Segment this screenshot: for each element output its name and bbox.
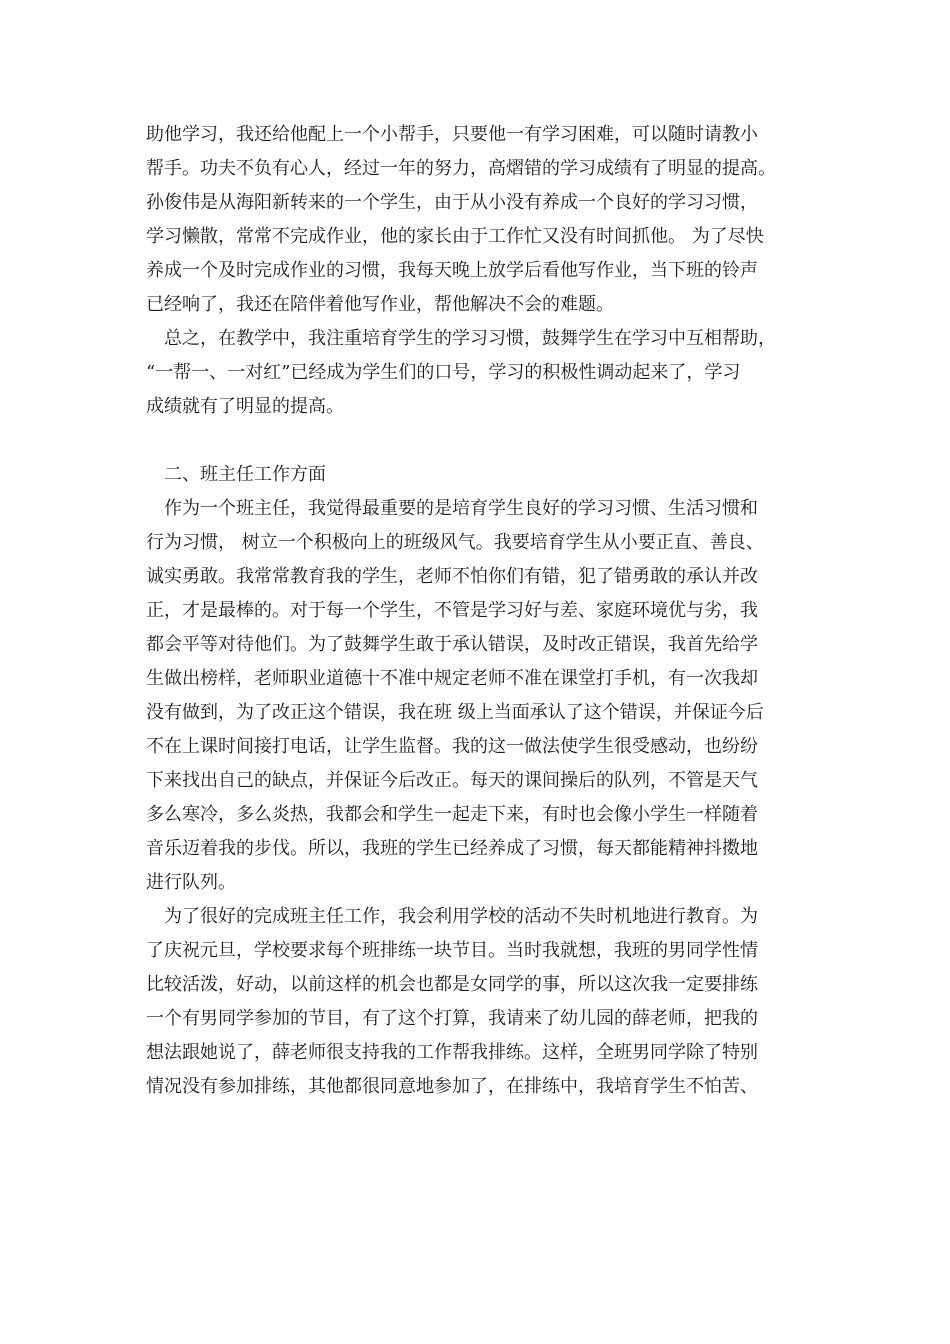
text-line: 情况没有参加排练，其他都很同意地参加了，在排练中，我培育学生不怕苦、 [146,1076,758,1097]
text-line: 已经响了，我还在陪伴着他写作业，帮他解决不会的难题。 [146,294,614,315]
text-line: 总之，在教学中，我注重培育学生的学习习惯，鼓舞学生在学习中互相帮助， [146,328,776,349]
text-line: 学习懒散，常常不完成作业，他的家长由于工作忙又没有时间抓他。 为了尽快 [146,226,764,247]
text-line: “一帮一、一对红”已经成为学生们的口号，学习的积极性调动起来了，学习 [146,362,741,383]
text-line: 成绩就有了明显的提高。 [146,396,344,417]
text-line: 进行队列。 [146,872,236,893]
text-line: 音乐迈着我的步伐。所以，我班的学生已经养成了习惯，每天都能精神抖擞地 [146,838,758,859]
text-line: 生做出榜样，老师职业道德十不准中规定老师不准在课堂打手机，有一次我却 [146,668,758,689]
text-line: 没有做到，为了改正这个错误，我在班 级上当面承认了这个错误，并保证今后 [146,702,764,723]
text-line: 助他学习，我还给他配上一个小帮手，只要他一有学习困难，可以随时请教小 [146,124,758,145]
text-line: 诚实勇敢。我常常教育我的学生，老师不怕你们有错，犯了错勇敢的承认并改 [146,566,758,587]
text-line: 为了很好的完成班主任工作，我会利用学校的活动不失时机地进行教育。为 [146,906,758,927]
text-line: 都会平等对待他们。为了鼓舞学生敢于承认错误，及时改正错误，我首先给学 [146,634,758,655]
text-line: 帮手。功夫不负有心人，经过一年的努力，高熠错的学习成绩有了明显的提高。 [146,158,776,179]
text-line: 作为一个班主任，我觉得最重要的是培育学生良好的学习习惯、生活习惯和 [146,498,758,519]
text-line: 下来找出自己的缺点，并保证今后改正。每天的课间操后的队列，不管是天气 [146,770,758,791]
text-line: 了庆祝元旦，学校要求每个班排练一块节目。当时我就想，我班的男同学性情 [146,940,758,961]
text-line: 想法跟她说了，薛老师很支持我的工作帮我排练。这样，全班男同学除了特别 [146,1042,758,1063]
text-line: 比较活泼，好动，以前这样的机会也都是女同学的事，所以这次我一定要排练 [146,974,758,995]
paragraph-gap [146,424,826,458]
text-line: 正，才是最棒的。对于每一个学生，不管是学习好与差、家庭环境优与劣，我 [146,600,758,621]
text-line: 不在上课时间接打电话，让学生监督。我的这一做法使学生很受感动，也纷纷 [146,736,758,757]
text-line: 多么寒冷，多么炎热，我都会和学生一起走下来，有时也会像小学生一样随着 [146,804,758,825]
document-body [146,118,826,1104]
text-line: 养成一个及时完成作业的习惯，我每天晚上放学后看他写作业，当下班的铃声 [146,260,758,281]
section-heading: 二、班主任工作方面 [146,464,326,485]
text-line: 孙俊伟是从海阳新转来的一个学生，由于从小没有养成一个良好的学习习惯， [146,192,758,213]
text-line: 行为习惯， 树立一个积极向上的班级风气。我要培育学生从小要正直、善良、 [146,532,764,553]
text-line: 一个有男同学参加的节目，有了这个打算，我请来了幼儿园的薛老师，把我的 [146,1008,758,1029]
